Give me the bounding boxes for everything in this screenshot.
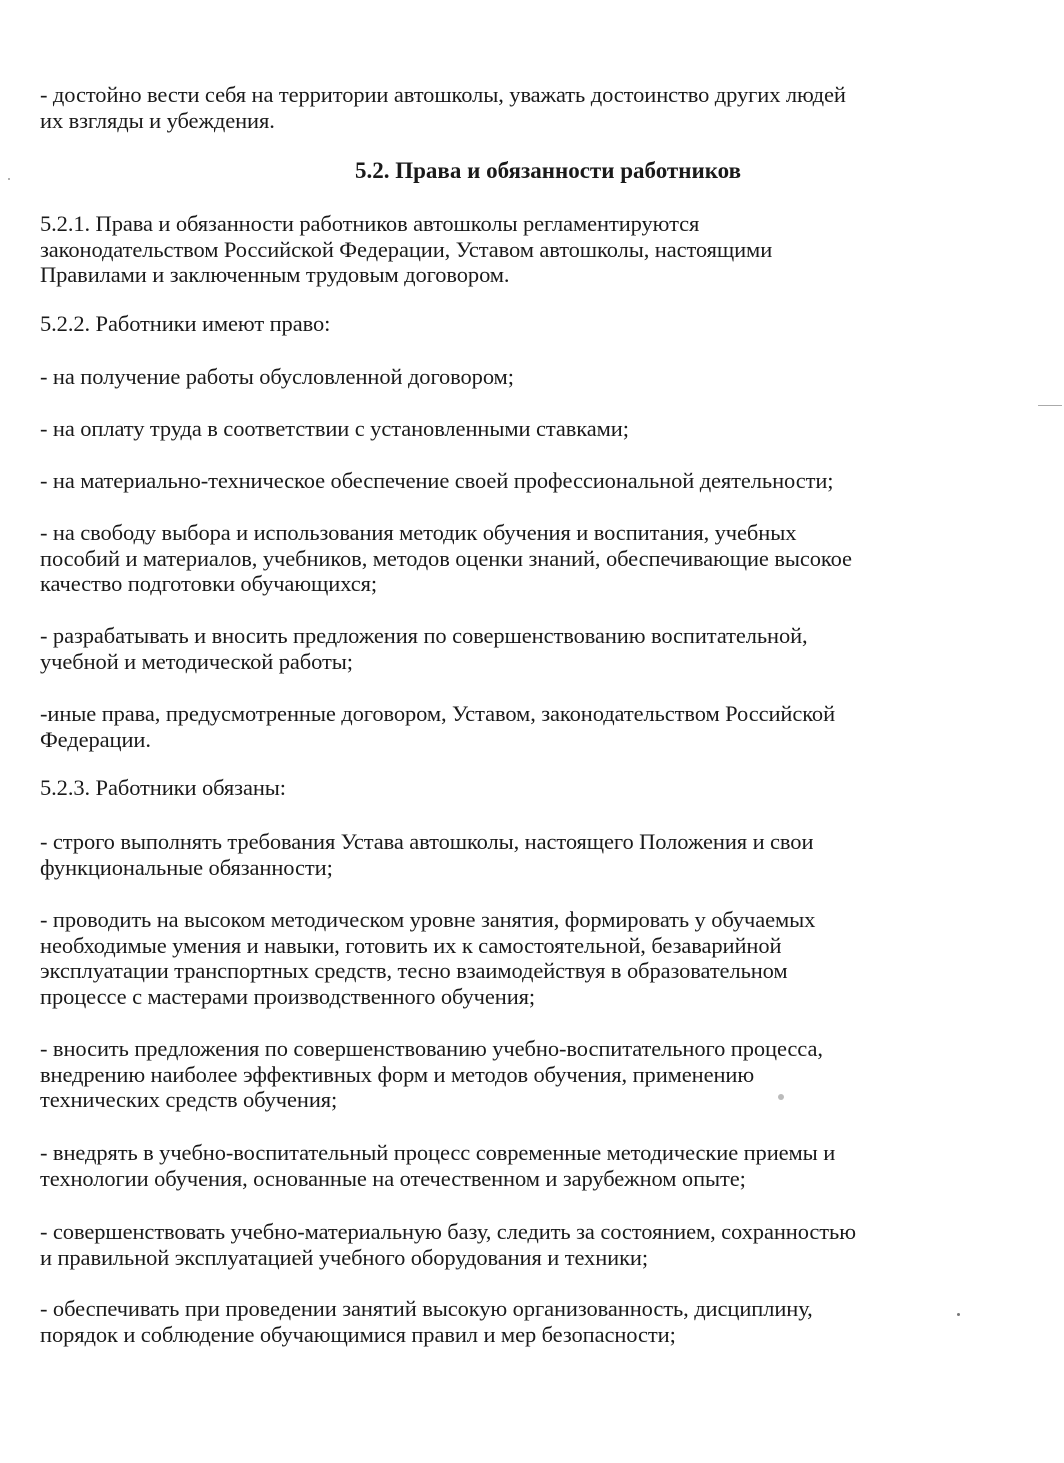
section-heading: 5.2. Права и обязанности работников [354,158,741,183]
text-line: - разрабатывать и вносить предложения по совершенствованию воспитательной, [40,623,808,648]
text-line: - проводить на высоком методическом уровне занятия, формировать у обучаемых [40,907,816,932]
text-line: - достойно вести себя на территории автошколы, уважать достоинство других людей [40,82,846,107]
duties-item-1 [40,829,990,880]
text-line: порядок и соблюдение обучающимися правил и мер безопасности; [40,1321,676,1347]
text-line: - строго выполнять требования Устава автошколы, настоящего Положения и свои [40,829,814,854]
clause-5-2-2-title [40,311,990,337]
clause-5-2-1 [40,211,990,288]
rights-item-4 [40,520,990,597]
scan-mark [1038,405,1062,406]
text-line: их взгляды и убеждения. [40,107,275,133]
text-line: - вносить предложения по совершенствованию учебно-воспитательного процесса, [40,1036,823,1061]
text-line: - совершенствовать учебно-материальную базу, следить за состоянием, сохранностью [40,1219,856,1244]
text-line: - на оплату труда в соответствии с установленными ставками; [40,416,629,441]
text-line: эксплуатации транспортных средств, тесно взаимодействуя в образовательном [40,958,788,983]
rights-item-2 [40,416,990,442]
text-line: качество подготовки обучающихся; [40,571,377,596]
text-line: Федерации. [40,726,151,752]
text-line: - обеспечивать при проведении занятий высокую организованность, дисциплину, [40,1296,813,1321]
scan-speck [8,178,10,180]
text-line: 5.2.3. Работники обязаны: [40,775,286,800]
text-line: - на материально-техническое обеспечение своей профессиональной деятельности; [40,468,834,493]
duties-item-6 [40,1296,990,1347]
rights-item-3 [40,468,990,494]
text-line: пособий и материалов, учебников, методов оценки знаний, обеспечивающие высокое [40,545,852,571]
text-line: необходимые умения и навыки, готовить их к самостоятельной, безаварийной [40,932,782,958]
duties-item-5 [40,1219,990,1270]
text-line: технических средств обучения; [40,1087,338,1112]
text-line: законодательством Российской Федерации, Уставом автошколы, настоящими [40,236,773,262]
rights-item-5 [40,623,990,674]
text-line: - внедрять в учебно-воспитательный процесс современные методические приемы и [40,1140,836,1165]
scan-speck [778,1094,784,1100]
text-line: функциональные обязанности; [40,854,333,880]
text-line: 5.2.2. Работники имеют право: [40,311,331,336]
text-line: -иные права, предусмотренные договором, Уставом, законодательством Российской [40,701,836,726]
text-line: процессе с мастерами производственного обучения; [40,983,536,1009]
text-line: внедрению наиболее эффективных форм и методов обучения, применению [40,1061,755,1087]
duties-item-3 [40,1036,990,1113]
text-line: Правилами и заключенным трудовым договором. [40,262,510,287]
duties-item-2 [40,907,990,1009]
intro-paragraph [40,82,990,133]
text-line: - на получение работы обусловленной договором; [40,364,514,389]
clause-5-2-3-title [40,775,990,801]
scan-speck [957,1313,960,1316]
duties-item-4 [40,1140,990,1191]
rights-item-1 [40,364,990,390]
text-line: 5.2.1. Права и обязанности работников автошколы регламентируются [40,211,700,236]
text-line: учебной и методической работы; [40,648,353,674]
text-line: технологии обучения, основанные на отечественном и зарубежном опыте; [40,1165,746,1191]
text-line: и правильной эксплуатацией учебного оборудования и техники; [40,1244,649,1270]
rights-item-6 [40,701,990,752]
text-line: - на свободу выбора и использования методик обучения и воспитания, учебных [40,520,797,545]
